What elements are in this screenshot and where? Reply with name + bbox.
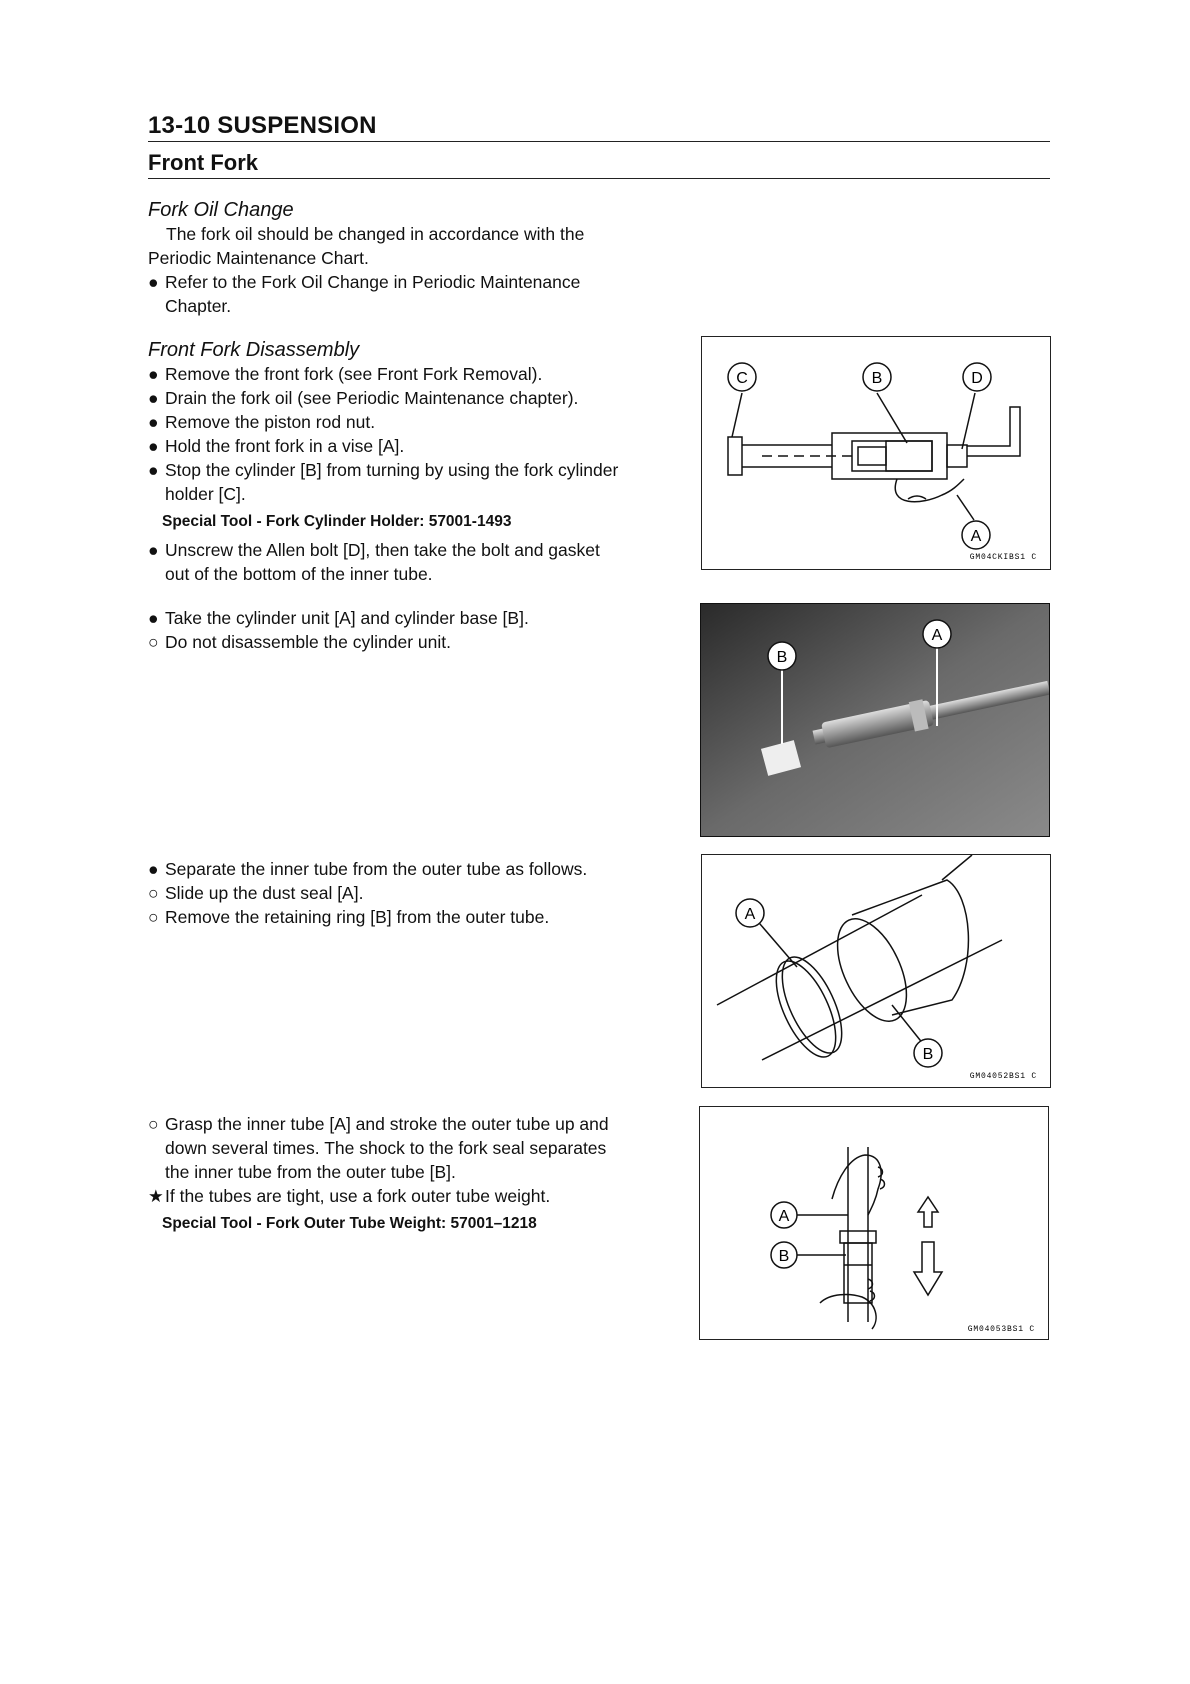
figure-cylinder-photo [700, 603, 1050, 837]
subpoint-marker: ○ [148, 883, 159, 903]
bullet-text: Separate the inner tube from the outer tube as follows. [165, 859, 588, 879]
fig4-label-a [771, 1202, 797, 1228]
bullet-text: Stop the cylinder [B] from turning by using the fork cylinder [165, 460, 619, 480]
bullet-item [148, 857, 678, 881]
bullet-text: Chapter. [165, 296, 232, 316]
svg-text:B: B [778, 1248, 790, 1265]
svg-text:C: C [736, 370, 748, 387]
bullet-marker: ● [148, 364, 159, 384]
bullet-marker: ● [148, 859, 159, 879]
section-title: Front Fork [148, 150, 258, 175]
special-tool-outer-tube-weight: Special Tool - Fork Outer Tube Weight: 57001–1218 [162, 1215, 537, 1232]
bullet-text: Refer to the Fork Oil Change in Periodic Maintenance [165, 272, 581, 292]
svg-text:D: D [971, 370, 983, 387]
subpoint-item [148, 1112, 678, 1184]
stroke-tubes-drawing [700, 1107, 1048, 1339]
fig3-label-b [914, 1039, 942, 1067]
subpoint-text: Slide up the dust seal [A]. [165, 883, 364, 903]
bullet-marker: ● [148, 540, 159, 560]
svg-text:A: A [931, 627, 943, 644]
fig1-label-b [863, 363, 891, 391]
bullet-marker: ● [148, 436, 159, 456]
subpoint-text: Remove the retaining ring [B] from the outer tube. [165, 907, 550, 927]
fig1-code: GM04CKIBS1 C [969, 553, 1037, 562]
svg-text:B: B [776, 649, 788, 666]
disassembly-block [148, 338, 678, 586]
fig1-label-d [963, 363, 991, 391]
bullet-marker: ● [148, 608, 159, 628]
subpoint-item [148, 881, 678, 905]
fig4-code: GM04053BS1 C [967, 1325, 1035, 1334]
grasp-block [148, 1112, 678, 1236]
bullet-item [148, 386, 678, 410]
subpoint-text: Do not disassemble the cylinder unit. [165, 632, 451, 652]
subpoint-text: down several times. The shock to the fork seal separates [165, 1138, 607, 1158]
fig2-label-a [923, 620, 951, 648]
chapter-title: 13-10 SUSPENSION [148, 112, 377, 139]
fork-vise-drawing [702, 337, 1050, 569]
bullet-item [148, 270, 678, 318]
subpoint-text: Grasp the inner tube [A] and stroke the outer tube up and [165, 1114, 609, 1134]
bullet-text: Hold the front fork in a vise [A]. [165, 436, 405, 456]
cylinder-block [148, 606, 678, 654]
subpoint-item [148, 905, 678, 929]
bullet-item [148, 434, 678, 458]
fig4-label-b [771, 1242, 797, 1268]
subpoint-item [148, 630, 678, 654]
svg-text:A: A [970, 528, 982, 545]
subpoint-marker: ○ [148, 907, 159, 927]
figure-fork-vise [701, 336, 1051, 570]
bullet-text: Take the cylinder unit [A] and cylinder base [B]. [165, 608, 529, 628]
section-rule [148, 178, 1050, 179]
bullet-text: Drain the fork oil (see Periodic Maintenance chapter). [165, 388, 579, 408]
intro-line-2: Periodic Maintenance Chart. [148, 248, 369, 268]
bullet-text: out of the bottom of the inner tube. [165, 564, 433, 584]
svg-text:A: A [778, 1208, 790, 1225]
svg-text:B: B [871, 370, 883, 387]
disassembly-title: Front Fork Disassembly [148, 339, 360, 361]
fig3-label-a [736, 899, 764, 927]
bullet-text: holder [C]. [165, 484, 246, 504]
header-rule [148, 141, 1050, 142]
svg-text:A: A [744, 906, 756, 923]
subpoint-text: the inner tube from the outer tube [B]. [165, 1162, 456, 1182]
separate-block [148, 857, 678, 929]
special-tool-cylinder-holder: Special Tool - Fork Cylinder Holder: 57001-1493 [162, 513, 512, 530]
svg-text:B: B [922, 1046, 934, 1063]
intro-line-1: The fork oil should be changed in accordance with the [166, 224, 585, 244]
star-item [148, 1184, 678, 1208]
bullet-text: Remove the piston rod nut. [165, 412, 376, 432]
bullet-item [148, 538, 678, 586]
subpoint-marker: ○ [148, 1114, 159, 1134]
bullet-item [148, 410, 678, 434]
dust-seal-drawing [702, 855, 1050, 1087]
bullet-text: Unscrew the Allen bolt [D], then take the bolt and gasket [165, 540, 600, 560]
cylinder-photo-drawing [701, 604, 1049, 836]
bullet-item [148, 362, 678, 386]
bullet-marker: ● [148, 412, 159, 432]
fork-oil-change-block [148, 198, 678, 318]
fork-oil-change-title: Fork Oil Change [148, 199, 294, 221]
fig3-code: GM04052BS1 C [969, 1072, 1037, 1081]
fig2-label-b [768, 642, 796, 670]
fig1-label-a [962, 521, 990, 549]
figure-dust-seal [701, 854, 1051, 1088]
bullet-text: Remove the front fork (see Front Fork Removal). [165, 364, 543, 384]
bullet-item [148, 458, 678, 506]
subpoint-marker: ○ [148, 632, 159, 652]
bullet-marker: ● [148, 388, 159, 408]
bullet-marker: ● [148, 460, 159, 480]
star-text: If the tubes are tight, use a fork outer tube weight. [165, 1186, 551, 1206]
figure-stroke-tubes [699, 1106, 1049, 1340]
fig1-label-c [728, 363, 756, 391]
star-marker: ★ [148, 1186, 164, 1206]
bullet-marker: ● [148, 272, 159, 292]
bullet-item [148, 606, 678, 630]
